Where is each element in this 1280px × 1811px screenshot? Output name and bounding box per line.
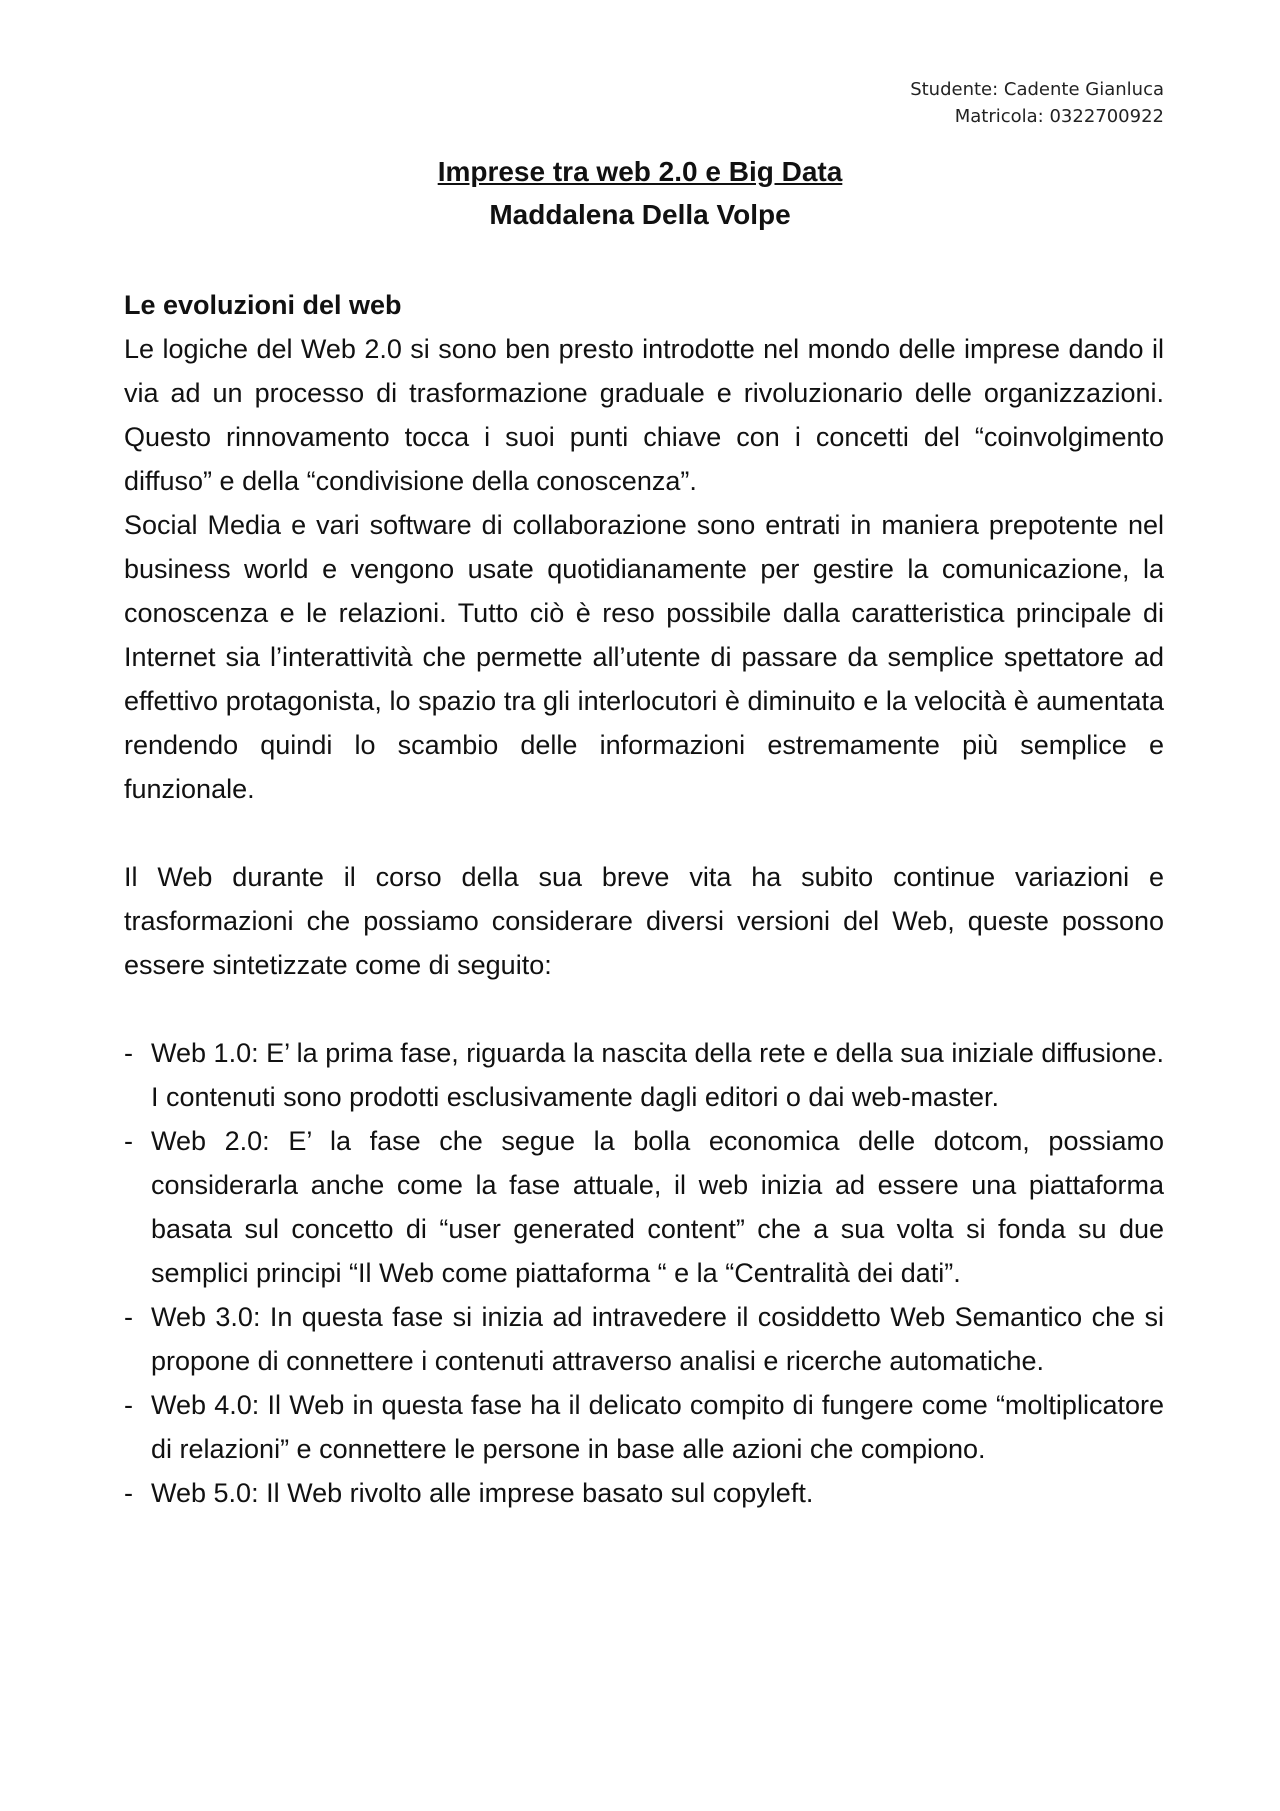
- list-item-text: Web 2.0: E’ la fase che segue la bolla economica delle dotcom, possiamo considerarla anche come la fase attuale, il web inizia ad essere una piattaforma basata sul concetto di “user generated content” che a sua volta si fonda su due semplici principi “Il Web come piattaforma “ e la “Centralità dei dati”.: [151, 1126, 1164, 1288]
- document-author: Maddalena Della Volpe: [489, 199, 791, 230]
- title-block: [0, 150, 1280, 236]
- paragraph-1: Le logiche del Web 2.0 si sono ben presto introdotte nel mondo delle imprese dando il via ad un processo di trasformazione graduale e rivoluzionario delle organizzazioni. Questo rinnovamento tocca i suoi punti chiave con i concetti del “coinvolgimento diffuso” e della “condivisione della conoscenza”.: [124, 334, 1164, 496]
- student-matricola: Matricola: 0322700922: [954, 106, 1164, 127]
- list-dash: -: [124, 1126, 133, 1156]
- list-item-text: Web 1.0: E’ la prima fase, riguarda la nascita della rete e della sua iniziale diffusione. I contenuti sono prodotti esclusivamente dagli editori o dai web-master.: [151, 1038, 1164, 1112]
- paragraph-spacer: [124, 987, 1164, 1031]
- paragraph-spacer: [124, 811, 1164, 855]
- paragraph-3: Il Web durante il corso della sua breve vita ha subito continue variazioni e trasformazioni che possiamo considerare diversi versioni del Web, queste possono essere sintetizzate come di seguito:: [124, 862, 1164, 980]
- list-dash: -: [124, 1038, 133, 1068]
- list-item: [124, 1031, 1164, 1119]
- list-item: [124, 1383, 1164, 1471]
- list-item: [124, 1119, 1164, 1295]
- list-dash: -: [124, 1390, 133, 1420]
- list-item-text: Web 4.0: Il Web in questa fase ha il delicato compito di fungere come “moltiplicatore di relazioni” e connettere le persone in base alle azioni che compiono.: [151, 1390, 1164, 1464]
- paragraph-2: Social Media e vari software di collaborazione sono entrati in maniera prepotente nel business world e vengono usate quotidianamente per gestire la comunicazione, la conoscenza e le relazioni. Tutto ciò è reso possibile dalla caratteristica principale di Internet sia l’interattività che permette all’utente di passare da semplice spettatore ad effettivo protagonista, lo spazio tra gli interlocutori è diminuito e la velocità è aumentata rendendo quindi lo scambio delle informazioni estremamente più semplice e funzionale.: [124, 510, 1164, 804]
- list-item-text: Web 5.0: Il Web rivolto alle imprese basato sul copyleft.: [151, 1478, 814, 1508]
- list-item: [124, 1295, 1164, 1383]
- list-item: [124, 1471, 1164, 1515]
- student-info: [910, 76, 1164, 130]
- document-body: [124, 283, 1164, 1515]
- section-heading: Le evoluzioni del web: [124, 290, 402, 320]
- web-versions-list: [124, 1031, 1164, 1515]
- student-name: Studente: Cadente Gianluca: [910, 79, 1164, 100]
- list-dash: -: [124, 1302, 133, 1332]
- list-dash: -: [124, 1478, 133, 1508]
- document-title: Imprese tra web 2.0 e Big Data: [437, 156, 843, 187]
- list-item-text: Web 3.0: In questa fase si inizia ad intravedere il cosiddetto Web Semantico che si propone di connettere i contenuti attraverso analisi e ricerche automatiche.: [151, 1302, 1164, 1376]
